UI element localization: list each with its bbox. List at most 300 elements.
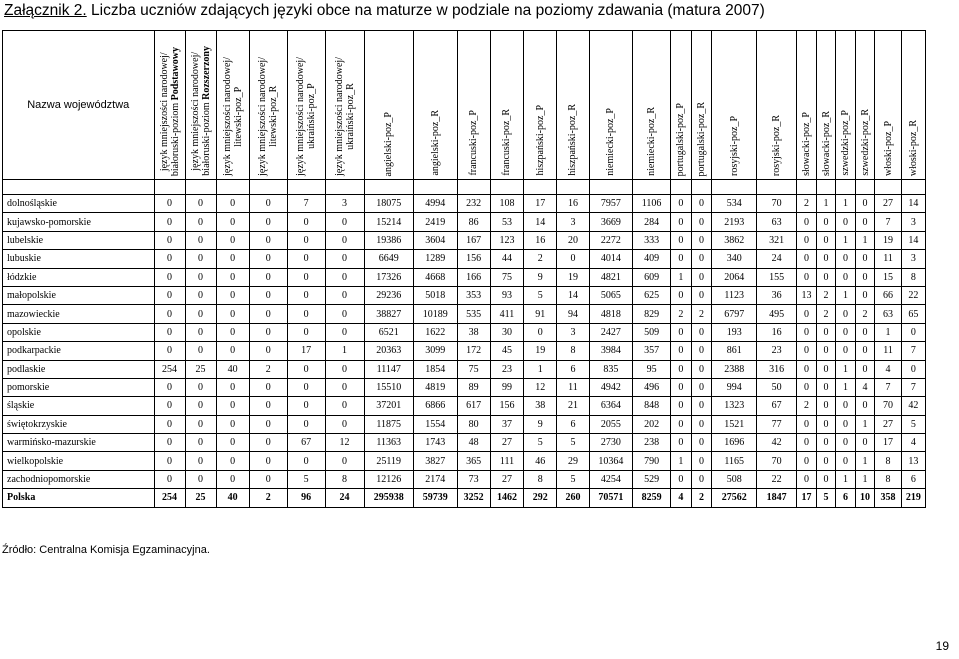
table-cell: 63	[875, 305, 901, 323]
table-cell: 0	[216, 470, 249, 488]
table-cell: 3252	[457, 489, 490, 507]
table-cell: 1	[855, 470, 875, 488]
table-cell: 534	[712, 195, 757, 213]
column-header-line: język mniejszości narodowej/	[295, 57, 307, 176]
table-cell: 1	[836, 378, 856, 396]
table-cell: 15214	[364, 213, 413, 231]
table-cell: 0	[691, 342, 712, 360]
table-cell: 994	[712, 378, 757, 396]
page-number: 19	[935, 639, 949, 653]
table-cell: 292	[524, 489, 557, 507]
table-cell: 0	[671, 195, 692, 213]
column-header-label	[383, 112, 394, 176]
table-cell: 108	[490, 195, 523, 213]
table-cell: 1323	[712, 397, 757, 415]
table-cell: 0	[855, 286, 875, 304]
table-cell: 0	[797, 378, 817, 396]
table-cell: 8	[901, 268, 925, 286]
region-name: świętokrzyskie	[3, 415, 155, 433]
table-cell: 254	[154, 360, 185, 378]
column-header-line: słowacki-poz_R	[820, 111, 832, 176]
table-cell: 0	[671, 342, 692, 360]
spacer-cell	[757, 180, 797, 195]
column-header	[855, 31, 875, 180]
table-cell: 27	[875, 195, 901, 213]
column-header	[154, 31, 185, 180]
table-cell: 44	[490, 250, 523, 268]
spacer-cell	[671, 180, 692, 195]
spacer-cell	[413, 180, 457, 195]
table-cell: 0	[836, 415, 856, 433]
table-cell: 0	[816, 323, 836, 341]
table-cell: 495	[757, 305, 797, 323]
table-cell: 1123	[712, 286, 757, 304]
table-cell: 0	[154, 452, 185, 470]
column-header	[875, 31, 901, 180]
table-cell: 0	[797, 434, 817, 452]
column-header	[633, 31, 671, 180]
table-cell: 0	[855, 213, 875, 231]
table-cell: 1	[855, 231, 875, 249]
table-cell: 4	[855, 378, 875, 396]
table-cell: 2427	[589, 323, 633, 341]
table-cell: 42	[901, 397, 925, 415]
spacer-cell	[249, 180, 287, 195]
table-cell: 80	[457, 415, 490, 433]
table-cell: 95	[633, 360, 671, 378]
table-cell: 2064	[712, 268, 757, 286]
table-cell: 0	[855, 323, 875, 341]
column-header-level: Podstawowy	[169, 46, 181, 101]
table-cell: 1854	[413, 360, 457, 378]
table-cell: 1	[836, 195, 856, 213]
region-name: podlaskie	[3, 360, 155, 378]
table-cell: 3984	[589, 342, 633, 360]
table-cell: 0	[154, 342, 185, 360]
table-row	[3, 360, 926, 378]
table-cell: 0	[185, 452, 216, 470]
table-cell: 123	[490, 231, 523, 249]
table-cell: 6	[557, 360, 589, 378]
table-cell: 1165	[712, 452, 757, 470]
column-header-label	[159, 47, 181, 176]
table-cell: 496	[633, 378, 671, 396]
table-cell: 0	[901, 323, 925, 341]
table-cell: 0	[836, 268, 856, 286]
region-name: dolnośląskie	[3, 195, 155, 213]
table-cell: 48	[457, 434, 490, 452]
page-title	[4, 2, 765, 20]
spacer-cell	[691, 180, 712, 195]
table-row	[3, 231, 926, 249]
table-cell: 0	[287, 323, 325, 341]
table-cell: 0	[287, 286, 325, 304]
table-cell: 17	[287, 342, 325, 360]
table-cell: 260	[557, 489, 589, 507]
table-cell: 0	[185, 305, 216, 323]
table-cell: 7	[875, 378, 901, 396]
table-cell: 0	[216, 213, 249, 231]
column-header-label	[430, 110, 441, 176]
table-cell: 238	[633, 434, 671, 452]
table-cell: 0	[325, 415, 364, 433]
table-cell: 0	[216, 286, 249, 304]
table-cell: 0	[216, 305, 249, 323]
table-cell: 0	[287, 231, 325, 249]
spacer-cell	[490, 180, 523, 195]
table-cell: 254	[154, 489, 185, 507]
table-cell: 0	[901, 360, 925, 378]
table-cell: 0	[249, 268, 287, 286]
table-cell: 75	[490, 268, 523, 286]
table-cell: 0	[797, 231, 817, 249]
table-cell: 0	[154, 397, 185, 415]
table-cell: 0	[797, 323, 817, 341]
column-header-label	[605, 108, 616, 176]
table-cell: 38	[457, 323, 490, 341]
table-cell: 0	[287, 415, 325, 433]
table-cell: 0	[816, 250, 836, 268]
table-cell: 0	[691, 250, 712, 268]
table-cell: 625	[633, 286, 671, 304]
table-cell: 0	[836, 250, 856, 268]
table-cell: 1743	[413, 434, 457, 452]
table-cell: 790	[633, 452, 671, 470]
table-cell: 4	[671, 489, 692, 507]
table-cell: 0	[836, 342, 856, 360]
spacer-cell	[364, 180, 413, 195]
column-header-line: język mniejszości narodowej/	[221, 57, 233, 176]
column-header	[557, 31, 589, 180]
table-cell: 2	[249, 360, 287, 378]
table-cell: 16	[757, 323, 797, 341]
table-cell: 6364	[589, 397, 633, 415]
table-cell: 12126	[364, 470, 413, 488]
column-header	[216, 31, 249, 180]
spacer-cell	[3, 180, 155, 195]
column-header	[185, 31, 216, 180]
table-cell: 0	[671, 360, 692, 378]
table-cell: 73	[457, 470, 490, 488]
table-cell: 21	[557, 397, 589, 415]
table-cell: 202	[633, 415, 671, 433]
table-cell: 193	[712, 323, 757, 341]
title-text: Liczba uczniów zdających języki obce na maturze w podziale na poziomy zdawania (matura 2007)	[86, 2, 765, 19]
table-cell: 0	[216, 452, 249, 470]
column-header-label	[860, 109, 871, 176]
table-cell: 0	[691, 323, 712, 341]
table-cell: 0	[816, 470, 836, 488]
table-cell: 9	[524, 415, 557, 433]
table-cell: 11363	[364, 434, 413, 452]
column-header-label	[675, 103, 686, 176]
column-header-text: litewski-poz_P	[232, 86, 244, 147]
table-cell: 0	[797, 452, 817, 470]
table-cell: 0	[216, 415, 249, 433]
column-header-label	[190, 46, 212, 176]
table-cell: 6521	[364, 323, 413, 341]
table-cell: 2055	[589, 415, 633, 433]
column-header-line	[201, 46, 212, 176]
table-cell: 0	[154, 286, 185, 304]
table-cell: 0	[249, 323, 287, 341]
region-name: małopolskie	[3, 286, 155, 304]
table-cell: 91	[524, 305, 557, 323]
table-cell: 167	[457, 231, 490, 249]
table-cell: 23	[490, 360, 523, 378]
table-cell: 8	[524, 470, 557, 488]
table-cell: 13	[901, 452, 925, 470]
table-cell: 10	[855, 489, 875, 507]
table-cell: 219	[901, 489, 925, 507]
table-cell: 6866	[413, 397, 457, 415]
column-header	[691, 31, 712, 180]
column-header-text: białoruski-poziom	[200, 100, 212, 176]
table-cell: 284	[633, 213, 671, 231]
table-cell: 3	[901, 213, 925, 231]
table-cell: 357	[633, 342, 671, 360]
column-header-line: język mniejszości narodowej/	[189, 51, 201, 171]
column-header-label	[771, 115, 782, 176]
table-cell: 19	[875, 231, 901, 249]
table-cell: 67	[287, 434, 325, 452]
column-header-text: ukraiński-poz_R	[344, 83, 356, 150]
column-header-line: włoski-poz_P	[882, 121, 894, 176]
column-header-line: włoski-poz_R	[907, 119, 919, 176]
table-cell: 37201	[364, 397, 413, 415]
region-name: lubuskie	[3, 250, 155, 268]
column-header	[757, 31, 797, 180]
table-cell: 0	[216, 378, 249, 396]
table-cell: 0	[855, 195, 875, 213]
table-cell: 0	[325, 268, 364, 286]
table-row	[3, 415, 926, 433]
table-cell: 172	[457, 342, 490, 360]
column-header-label	[535, 105, 546, 176]
table-cell: 4668	[413, 268, 457, 286]
table-cell: 38827	[364, 305, 413, 323]
table-cell: 0	[154, 434, 185, 452]
table-cell: 1	[524, 360, 557, 378]
table-cell: 4	[901, 434, 925, 452]
table-cell: 1	[325, 342, 364, 360]
table-cell: 0	[249, 434, 287, 452]
table-cell: 99	[490, 378, 523, 396]
column-header-line: francuski-poz_R	[501, 109, 513, 176]
table-cell: 0	[816, 415, 836, 433]
table-row	[3, 397, 926, 415]
column-header	[325, 31, 364, 180]
table-cell: 14	[557, 286, 589, 304]
table-cell: 0	[671, 286, 692, 304]
table-cell: 6649	[364, 250, 413, 268]
table-cell: 0	[816, 397, 836, 415]
column-header-label	[222, 57, 244, 176]
table-cell: 2	[816, 305, 836, 323]
table-cell: 67	[757, 397, 797, 415]
table-cell: 1	[836, 286, 856, 304]
column-header-line: portugalski-poz_R	[695, 101, 707, 176]
table-cell: 4821	[589, 268, 633, 286]
table-cell: 0	[154, 231, 185, 249]
table-cell: 5	[557, 470, 589, 488]
table-cell: 3862	[712, 231, 757, 249]
table-cell: 0	[249, 213, 287, 231]
column-header-label	[334, 57, 356, 176]
table-cell: 1	[855, 415, 875, 433]
table-cell: 7	[287, 195, 325, 213]
table-cell: 4	[875, 360, 901, 378]
table-cell: 0	[816, 360, 836, 378]
table-cell: 6	[901, 470, 925, 488]
column-header-line: rosyjski-poz_P	[728, 116, 740, 176]
table-cell: 27	[490, 434, 523, 452]
table-cell: 1	[836, 231, 856, 249]
table-cell: 2174	[413, 470, 457, 488]
table-cell: 333	[633, 231, 671, 249]
table-cell: 8	[325, 470, 364, 488]
table-cell: 9	[524, 268, 557, 286]
table-cell: 10364	[589, 452, 633, 470]
table-cell: 3099	[413, 342, 457, 360]
table-cell: 5065	[589, 286, 633, 304]
table-cell: 0	[671, 213, 692, 231]
spacer-cell	[154, 180, 185, 195]
spacer-cell	[836, 180, 856, 195]
table-cell: 0	[816, 378, 836, 396]
table-cell: 14	[524, 213, 557, 231]
table-cell: 535	[457, 305, 490, 323]
table-cell: 353	[457, 286, 490, 304]
table-cell: 411	[490, 305, 523, 323]
table-cell: 321	[757, 231, 797, 249]
column-header-label	[801, 112, 812, 176]
table-cell: 0	[185, 195, 216, 213]
table-cell: 0	[185, 286, 216, 304]
table-cell: 340	[712, 250, 757, 268]
region-name: pomorskie	[3, 378, 155, 396]
table-cell: 25	[185, 360, 216, 378]
region-name: podkarpackie	[3, 342, 155, 360]
table-cell: 89	[457, 378, 490, 396]
column-header	[589, 31, 633, 180]
column-header-level: Rozszerzony	[200, 46, 212, 101]
table-cell: 0	[325, 213, 364, 231]
table-cell: 42	[757, 434, 797, 452]
column-header-line: hiszpański-poz_R	[567, 104, 579, 176]
column-header-line	[170, 47, 181, 176]
table-cell: 295938	[364, 489, 413, 507]
table-cell: 20363	[364, 342, 413, 360]
table-cell: 5	[901, 415, 925, 433]
table-cell: 2730	[589, 434, 633, 452]
column-header-label	[646, 107, 657, 176]
table-cell: 19386	[364, 231, 413, 249]
column-header-line: szwedzki-poz_R	[859, 109, 871, 176]
column-header-line: angielski-poz_P	[383, 111, 395, 176]
table-cell: 0	[216, 268, 249, 286]
column-header-label	[908, 120, 919, 176]
table-cell: 0	[325, 323, 364, 341]
table-cell: 2419	[413, 213, 457, 231]
table-cell: 0	[185, 231, 216, 249]
region-name: Polska	[3, 489, 155, 507]
table-cell: 0	[325, 360, 364, 378]
table-cell: 0	[185, 268, 216, 286]
table-cell: 0	[154, 323, 185, 341]
column-header-label	[840, 110, 851, 176]
table-cell: 17326	[364, 268, 413, 286]
spacer-row	[3, 180, 926, 195]
table-cell: 0	[154, 415, 185, 433]
column-header	[249, 31, 287, 180]
table-row	[3, 286, 926, 304]
region-name: warmińsko-mazurskie	[3, 434, 155, 452]
column-header-line: niemiecki-poz_R	[646, 107, 658, 176]
table-cell: 2	[855, 305, 875, 323]
column-header	[490, 31, 523, 180]
column-header-label	[295, 57, 317, 176]
table-cell: 861	[712, 342, 757, 360]
table-cell: 0	[691, 415, 712, 433]
table-cell: 0	[216, 250, 249, 268]
table-cell: 0	[185, 250, 216, 268]
table-cell: 0	[154, 250, 185, 268]
table-cell: 30	[490, 323, 523, 341]
table-cell: 0	[836, 305, 856, 323]
table-cell: 0	[671, 323, 692, 341]
table-cell: 0	[154, 305, 185, 323]
region-name: kujawsko-pomorskie	[3, 213, 155, 231]
table-cell: 2	[797, 397, 817, 415]
table-cell: 18075	[364, 195, 413, 213]
table-cell: 358	[875, 489, 901, 507]
table-cell: 0	[816, 434, 836, 452]
table-cell: 77	[757, 415, 797, 433]
table-cell: 0	[185, 342, 216, 360]
table-cell: 0	[325, 378, 364, 396]
table-cell: 0	[287, 213, 325, 231]
table-cell: 0	[671, 415, 692, 433]
table-cell: 0	[691, 231, 712, 249]
table-cell: 1106	[633, 195, 671, 213]
spacer-cell	[325, 180, 364, 195]
table-cell: 70	[757, 452, 797, 470]
table-cell: 11	[875, 250, 901, 268]
column-header-label	[821, 111, 832, 176]
table-cell: 5	[557, 434, 589, 452]
table-cell: 0	[797, 342, 817, 360]
table-cell: 0	[836, 213, 856, 231]
table-cell: 0	[325, 397, 364, 415]
table-cell: 0	[855, 342, 875, 360]
table-cell: 4014	[589, 250, 633, 268]
column-header-line: angielski-poz_R	[429, 110, 441, 176]
table-cell: 29236	[364, 286, 413, 304]
table-cell: 46	[524, 452, 557, 470]
table-cell: 2	[691, 489, 712, 507]
table-cell: 4942	[589, 378, 633, 396]
table-cell: 15	[875, 268, 901, 286]
table-cell: 66	[875, 286, 901, 304]
table-cell: 0	[855, 250, 875, 268]
table-cell: 7	[901, 342, 925, 360]
table-cell: 1696	[712, 434, 757, 452]
column-header-label	[468, 110, 479, 176]
table-row	[3, 268, 926, 286]
table-cell: 156	[490, 397, 523, 415]
column-header	[457, 31, 490, 180]
